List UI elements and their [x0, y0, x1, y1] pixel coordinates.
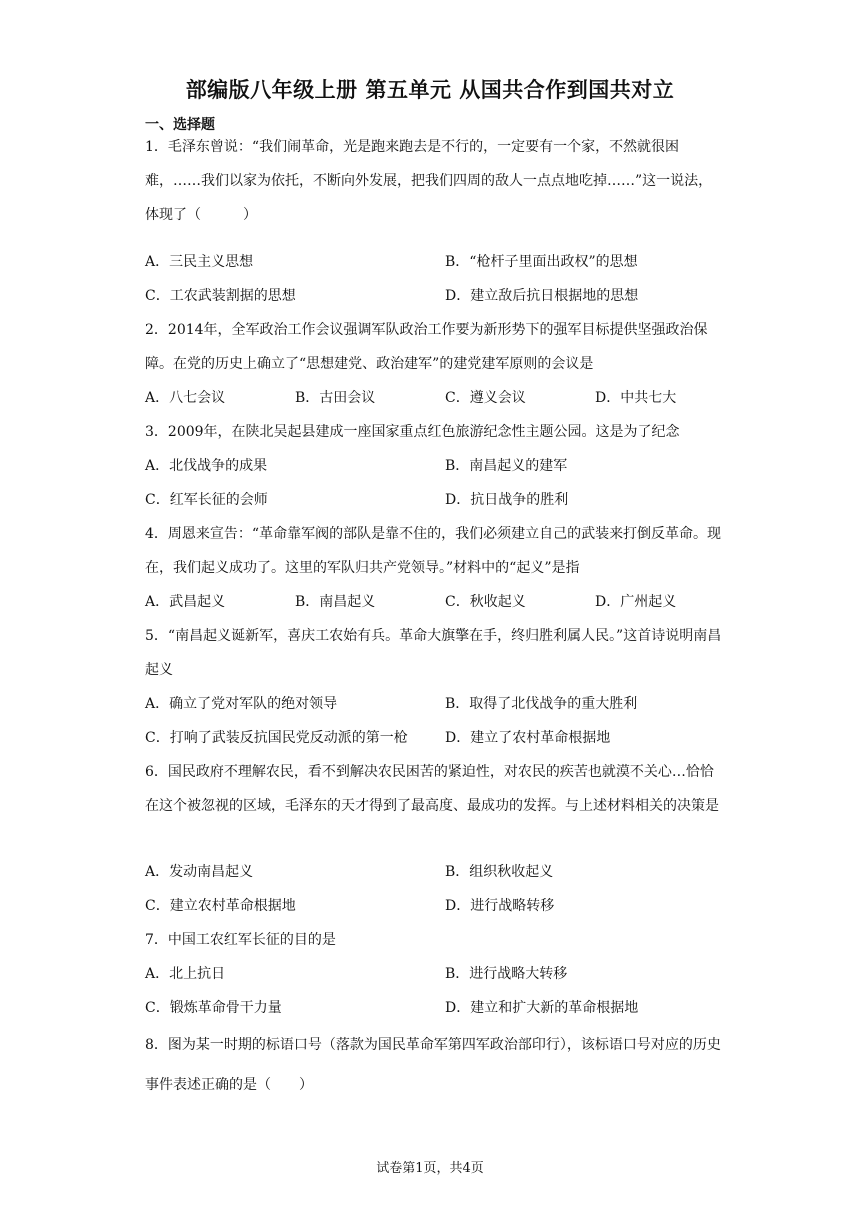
option-b: B．南昌起义的建军	[445, 458, 568, 474]
question-5-options	[145, 687, 723, 721]
question-7-options-row2	[145, 991, 723, 1025]
question-3-options-row2	[145, 483, 723, 517]
option-c: C．打响了武装反抗国民党反动派的第一枪	[145, 730, 408, 746]
option-b: B．组织秋收起义	[445, 864, 554, 880]
option-d: D．抗日战争的胜利	[445, 492, 569, 508]
option-a: A．武昌起义	[145, 594, 226, 610]
option-b: B．“枪杆子里面出政权”的思想	[445, 254, 638, 270]
option-c: C．建立农村革命根据地	[145, 898, 296, 914]
question-stem: 6．国民政府不理解农民，看不到解决农民困苦的紧迫性，对农民的疾苦也就漠不关心…恰恰在这个被忽视的区域，毛泽东的天才得到了最高度、最成功的发挥。与上述材料相关的决策是	[145, 764, 719, 814]
question-5-options-row2	[145, 721, 723, 755]
option-c: C．遵义会议	[445, 390, 526, 406]
question-2	[145, 313, 723, 381]
question-7	[145, 923, 723, 957]
option-a: A．北伐战争的成果	[145, 458, 268, 474]
option-c: C．工农武装割据的思想	[145, 288, 296, 304]
option-d: D．建立敌后抗日根据地的思想	[445, 288, 639, 304]
question-4	[145, 517, 723, 585]
question-7-options	[145, 957, 723, 991]
question-stem: 2．2014年，全军政治工作会议强调军队政治工作要为新形势下的强军目标提供坚强政治保障。在党的历史上确立了“思想建党、政治建军”的建党建军原则的会议是	[145, 322, 708, 372]
page-title: 部编版八年级上册 第五单元 从国共合作到国共对立	[185, 78, 675, 102]
option-a: A．发动南昌起义	[145, 864, 254, 880]
question-1-options-row2	[145, 279, 723, 313]
question-stem: 7．中国工农红军长征的目的是	[145, 932, 336, 948]
option-d: D．建立和扩大新的革命根据地	[445, 1000, 639, 1016]
option-c: C．秋收起义	[445, 594, 526, 610]
option-b: B．取得了北伐战争的重大胜利	[445, 696, 638, 712]
option-d: D．建立了农村革命根据地	[445, 730, 611, 746]
question-3	[145, 415, 723, 449]
question-5	[145, 619, 723, 687]
question-4-options	[145, 585, 723, 619]
option-d: D．广州起义	[595, 594, 677, 610]
question-stem: 1．毛泽东曾说：“我们闹革命，光是跑来跑去是不行的，一定要有一个家，不然就很困难，……我们以家为依托，不断向外发展，把我们四周的敌人一点点地吃掉……”这一说法，体现了（ ）	[145, 139, 713, 223]
page-footer: 试卷第1页，共4页	[376, 1161, 484, 1176]
question-3-options	[145, 449, 723, 483]
option-a: A．确立了党对军队的绝对领导	[145, 696, 338, 712]
question-stem: 8．图为某一时期的标语口号（落款为国民革命军第四军政治部印行），该标语口号对应的历史事件表述正确的是（ ）	[145, 1037, 721, 1093]
option-c: C．锻炼革命骨干力量	[145, 1000, 282, 1016]
option-a: A．八七会议	[145, 390, 226, 406]
option-d: D．进行战略转移	[445, 898, 555, 914]
section-heading: 一、选择题	[145, 117, 215, 133]
option-a: A．北上抗日	[145, 966, 226, 982]
question-stem: 3．2009年，在陕北吴起县建成一座国家重点红色旅游纪念性主题公园。这是为了纪念	[145, 424, 680, 440]
option-b: B．进行战略大转移	[445, 966, 568, 982]
option-b: B．南昌起义	[295, 594, 376, 610]
question-stem: 4．周恩来宣告：“革命靠军阀的部队是靠不住的，我们必须建立自己的武装来打倒反革命。现在，我们起义成功了。这里的军队归共产党领导。”材料中的“起义”是指	[145, 526, 722, 576]
question-1-options	[145, 245, 723, 279]
question-2-options	[145, 381, 723, 415]
question-8	[145, 1025, 723, 1105]
question-stem: 5．“南昌起义诞新军，喜庆工农始有兵。革命大旗擎在手，终归胜利属人民。”这首诗说明南昌起义	[145, 628, 722, 678]
option-d: D．中共七大	[595, 390, 677, 406]
question-6-options	[145, 855, 723, 889]
question-1	[145, 130, 723, 232]
question-6	[145, 755, 723, 823]
option-c: C．红军长征的会师	[145, 492, 268, 508]
option-b: B．古田会议	[295, 390, 376, 406]
option-a: A．三民主义思想	[145, 254, 254, 270]
question-6-options-row2	[145, 889, 723, 923]
